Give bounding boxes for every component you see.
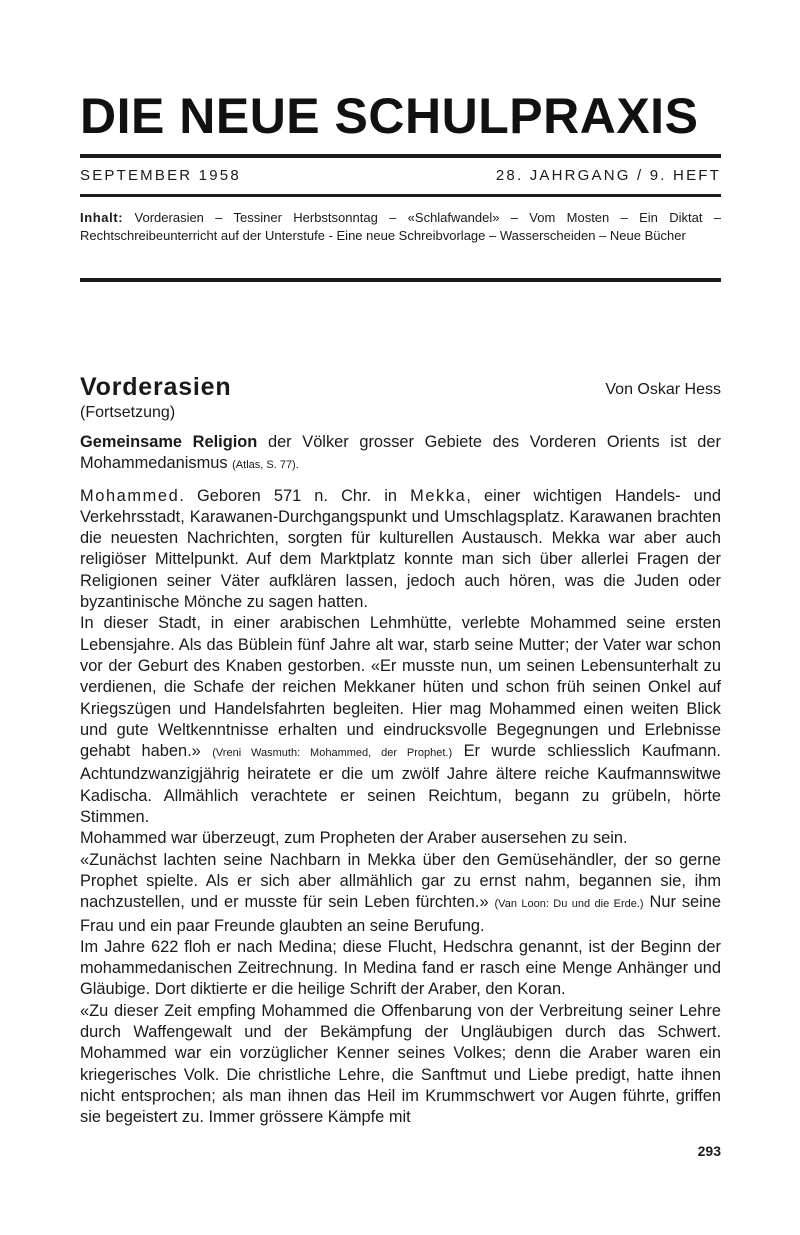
paragraph-revelation: «Zu dieser Zeit empfing Mohammed die Offenbarung von der Verbreitung seiner Lehre durch Waffengewalt und der Bekämpfung der Ungläubigen durch das Schwert. Mohammed war ein vorzüglicher Kenner seines Volkes; denn die Araber waren ein kriegerisches Volk. Die christliche Lehre, die Sanftmut und Liebe predigt, hatte ihnen nicht entsprochen; als man ihnen das Heil im Krummschwert vor Augen führte, griffen sie begeistert zu. Immer grössere Kämpfe mit (80, 1001, 721, 1127)
paragraph-hedschra: Im Jahre 622 floh er nach Medina; diese Flucht, Hedschra genannt, ist der Beginn der mohammedanischen Zeitrechnung. In Medina fand er rasch eine Menge Anhänger und Gläubige. Dort diktierte er die heilige Schrift der Araber, den Koran. (80, 937, 721, 999)
paragraph-neighbors (80, 850, 721, 937)
masthead-title: DIE NEUE SCHULPRAXIS (80, 88, 699, 144)
paragraph-text: «Zunächst lachten seine Nachbarn in Mekka über den Gemüsehändler, der so gerne Prophet spielte. Als er sich aber allmählich gar zu ernst nahm, begannen sie, ihm nachzustellen, und er musste für sein Leben fürchten.» (80, 850, 721, 912)
paragraph-prophet: Mohammed war überzeugt, zum Propheten der Araber ausersehen zu sein. (80, 829, 628, 848)
paragraph-mohammed (80, 486, 721, 614)
masthead-rule (80, 154, 721, 158)
van-loon-reference: (Van Loon: Du und die Erde.) (494, 898, 644, 911)
wasmuth-reference: (Vreni Wasmuth: Mohammed, der Prophet.) (212, 747, 453, 760)
paragraph-religion (80, 432, 721, 477)
paragraph-text: , einer wichtigen Handels- und Verkehrsstadt, Karawanen-Durchgangspunkt und Umschlagsplatz. Karawanen brachten die neuesten Nachrichten, sorgten für kulturellen Austausch. Mekka war aber auch religiöser Mittelpunkt. Auf dem Marktplatz konnte man sich über allerlei Fragen der Religionen seiner Väter aufklären lassen, jedoch auch hören, was die Juden oder byzantinische Mönche zu sagen hatten. (80, 486, 721, 612)
contents-label: Inhalt: (80, 210, 124, 225)
issue-rule (80, 194, 721, 197)
article-author: Von Oskar Hess (605, 381, 721, 398)
paragraph-childhood (80, 613, 721, 828)
paragraph-text: Er wurde schliesslich Kaufmann. Achtundzwanzigjährig heiratete er die um zwölf Jahre ältere reiche Kaufmannswitwe Kadischa. Allmählich verachtete er seinen Reichtum, begann zu grübeln, hörte Stimmen. (80, 742, 721, 827)
atlas-reference: (Atlas, S. 77). (232, 459, 299, 472)
page-number: 293 (697, 1143, 721, 1159)
mohammed-keyword: Mohammed (80, 486, 180, 505)
issue-info (80, 166, 721, 186)
paragraph-text: Nur seine Frau und ein paar Freunde glaubten an seine Berufung. (80, 893, 722, 935)
religion-heading: Gemeinsame Religion (80, 433, 258, 451)
paragraph-text: In dieser Stadt, in einer arabischen Lehmhütte, verlebte Mohammed seine ersten Lebensjahre. Als das Büblein fünf Jahre alt war, starb seine Mutter; der Vater war schon vor der Geburt des Knaben gestorben. «Er musste nun, um seinen Lebensunterhalt zu verdienen, die Schafe der reichen Mekkaner hüten und schon früh seinen Onkel auf Kriegszügen und Handelsfahrten begleiten. Hier mag Mohammed einen weiten Blick und gute Weltkenntnisse erhalten und eindrucksvolle Begegnungen und Erlebnisse gehabt haben.» (80, 614, 721, 761)
mekka-keyword: Mekka (410, 486, 467, 505)
paragraph-text: der Völker grosser Gebiete des Vorderen Orients ist der Mohammedanismus (80, 433, 721, 473)
contents-text: Vorderasien – Tessiner Herbstsonntag – «Schlafwandel» – Vom Mosten – Ein Diktat – Rechtschreibeunterricht auf der Unterstufe - Eine neue Schreibvorlage – Wasserscheiden – Neue Bücher (80, 210, 721, 243)
article-subtitle: (Fortsetzung) (80, 404, 176, 421)
article-title: Vorderasien (80, 373, 232, 401)
table-of-contents (80, 209, 721, 244)
article-body (80, 432, 721, 1129)
paragraph-text: . Geboren 571 n. Chr. in (179, 486, 411, 505)
issue-date: SEPTEMBER 1958 (80, 167, 241, 184)
contents-rule (80, 278, 721, 282)
issue-volume: 28. JAHRGANG / 9. HEFT (495, 167, 721, 184)
article-header (80, 372, 721, 423)
